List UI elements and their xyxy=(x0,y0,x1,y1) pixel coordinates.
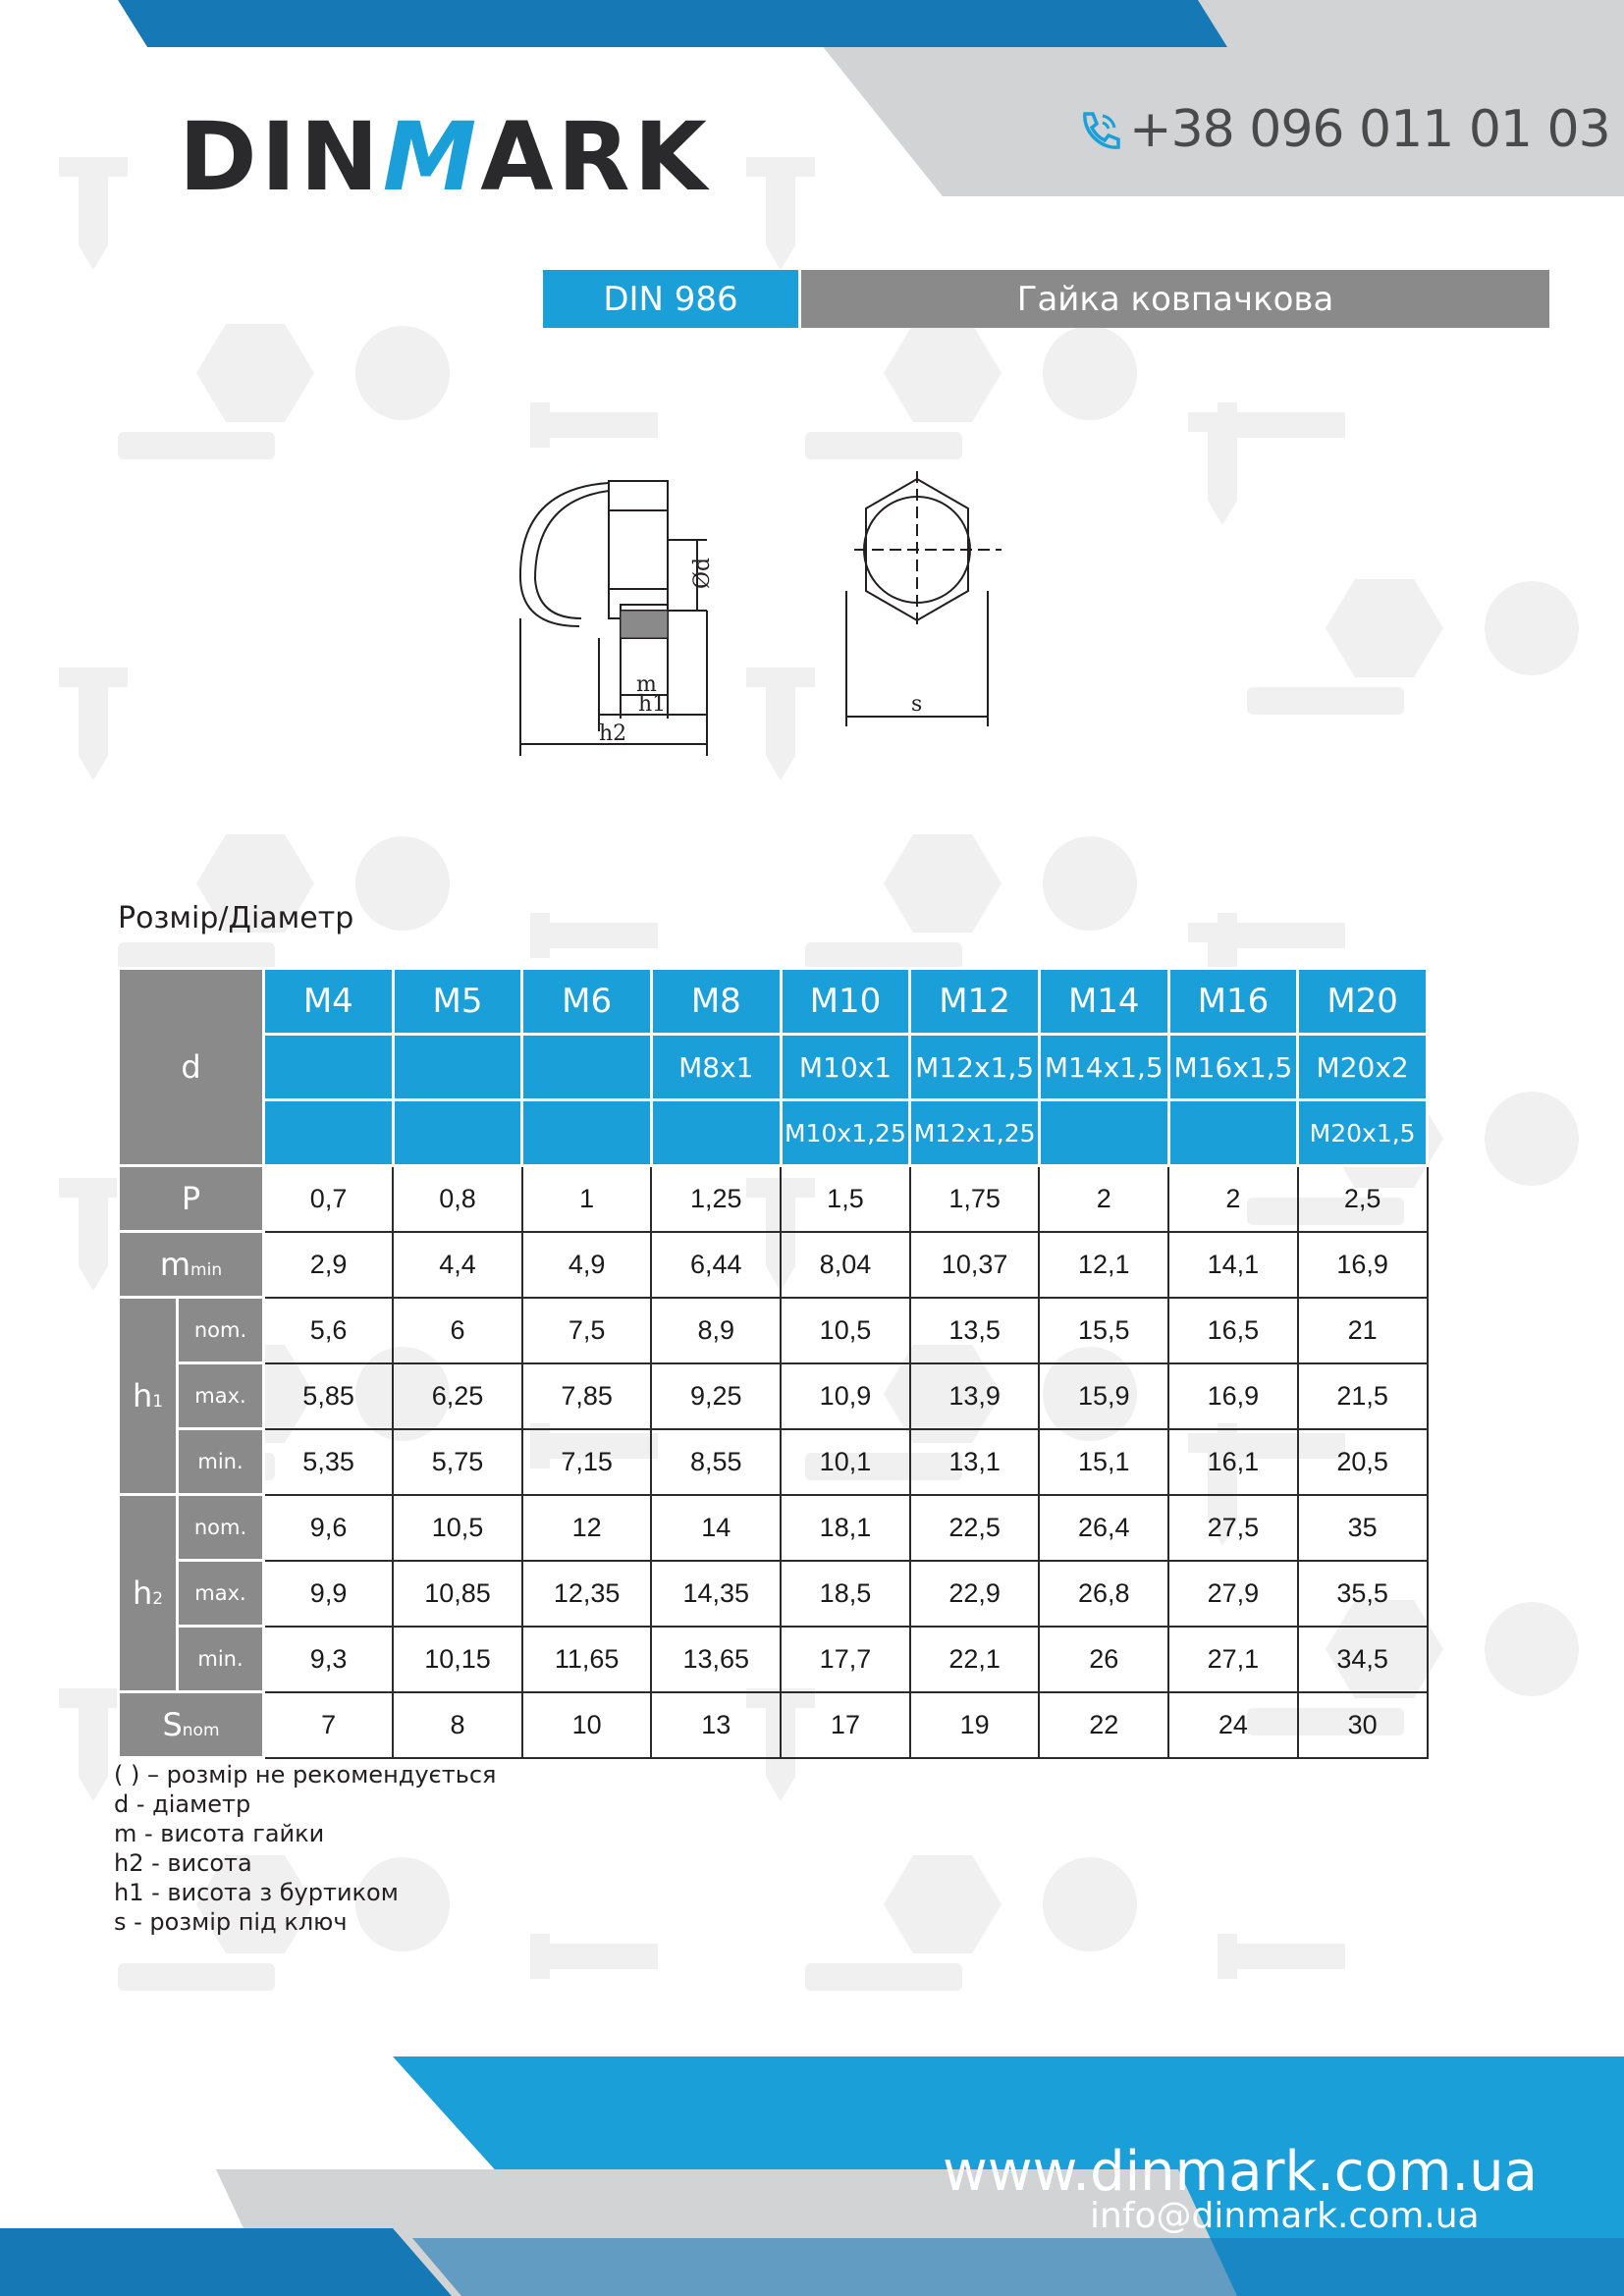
value-cell: 13,65 xyxy=(651,1627,781,1692)
value-cell: 14,35 xyxy=(651,1561,781,1627)
fine-thread-cell xyxy=(1039,1100,1168,1166)
value-cell: 6,44 xyxy=(651,1232,781,1298)
table-row xyxy=(119,1166,1428,1232)
row-label-d: d xyxy=(119,969,264,1166)
value-cell: 24 xyxy=(1168,1692,1298,1758)
value-cell: 7 xyxy=(264,1692,394,1758)
value-cell: 6 xyxy=(393,1298,522,1363)
value-cell: 12 xyxy=(522,1495,652,1561)
value-cell: 19 xyxy=(910,1692,1040,1758)
value-cell: 21,5 xyxy=(1298,1363,1428,1429)
value-cell: 10,1 xyxy=(781,1429,910,1495)
value-cell: 21 xyxy=(1298,1298,1428,1363)
value-cell: 22 xyxy=(1039,1692,1168,1758)
value-cell: 12,1 xyxy=(1039,1232,1168,1298)
row-label-h1: h1 xyxy=(119,1298,178,1495)
value-cell: 1,5 xyxy=(781,1166,910,1232)
value-cell: 9,9 xyxy=(264,1561,394,1627)
value-cell: 13,1 xyxy=(910,1429,1040,1495)
label-d: Ød xyxy=(690,557,715,589)
row-label-h2: h2 xyxy=(119,1495,178,1692)
label-m: m xyxy=(636,672,657,697)
fine-thread-cell xyxy=(393,1100,522,1166)
h2-max-label: max. xyxy=(178,1561,264,1627)
standard-tag xyxy=(543,270,798,328)
row-label-p: P xyxy=(119,1166,264,1232)
value-cell: 27,9 xyxy=(1168,1561,1298,1627)
fine-thread-cell: M20x2 xyxy=(1298,1035,1428,1100)
table-row xyxy=(119,1692,1428,1758)
value-cell: 7,15 xyxy=(522,1429,652,1495)
value-cell: 26,8 xyxy=(1039,1561,1168,1627)
value-cell: 14 xyxy=(651,1495,781,1561)
value-cell: 12,35 xyxy=(522,1561,652,1627)
size-cell: M10 xyxy=(781,969,910,1035)
value-cell: 10,15 xyxy=(393,1627,522,1692)
value-cell: 10,5 xyxy=(781,1298,910,1363)
value-cell: 10,5 xyxy=(393,1495,522,1561)
website-link[interactable]: www.dinmark.com.ua xyxy=(943,2140,1538,2204)
value-cell: 4,4 xyxy=(393,1232,522,1298)
value-cell: 5,85 xyxy=(264,1363,394,1429)
value-cell: 15,9 xyxy=(1039,1363,1168,1429)
fine-thread-cell xyxy=(264,1100,394,1166)
value-cell: 10,37 xyxy=(910,1232,1040,1298)
h1-max-label: max. xyxy=(178,1363,264,1429)
table-row xyxy=(119,1232,1428,1298)
value-cell: 13,9 xyxy=(910,1363,1040,1429)
fine-thread-cell: M14x1,5 xyxy=(1039,1035,1168,1100)
fine-thread-cell: M12x1,25 xyxy=(910,1100,1040,1166)
value-cell: 8 xyxy=(393,1692,522,1758)
nut-technical-drawing xyxy=(511,461,1060,775)
email-link[interactable]: info@dinmark.com.ua xyxy=(1090,2196,1480,2236)
value-cell: 8,9 xyxy=(651,1298,781,1363)
value-cell: 16,9 xyxy=(1298,1232,1428,1298)
value-cell: 35,5 xyxy=(1298,1561,1428,1627)
value-cell: 4,9 xyxy=(522,1232,652,1298)
fine-thread-cell: M10x1 xyxy=(781,1035,910,1100)
fine-thread-cell xyxy=(651,1100,781,1166)
value-cell: 22,1 xyxy=(910,1627,1040,1692)
value-cell: 17,7 xyxy=(781,1627,910,1692)
value-cell: 17 xyxy=(781,1692,910,1758)
legend-item: ( ) – розмір не рекомендується xyxy=(114,1761,497,1789)
value-cell: 7,5 xyxy=(522,1298,652,1363)
row-label-m: mmin xyxy=(119,1232,264,1298)
value-cell: 35 xyxy=(1298,1495,1428,1561)
value-cell: 16,1 xyxy=(1168,1429,1298,1495)
legend-item: s - розмір під ключ xyxy=(114,1908,348,1936)
phone-icon xyxy=(1075,108,1122,155)
h1-nom-label: nom. xyxy=(178,1298,264,1363)
fine-thread-cell xyxy=(264,1035,394,1100)
value-cell: 14,1 xyxy=(1168,1232,1298,1298)
value-cell: 22,9 xyxy=(910,1561,1040,1627)
table-row xyxy=(119,1561,1428,1627)
value-cell: 26 xyxy=(1039,1627,1168,1692)
value-cell: 34,5 xyxy=(1298,1627,1428,1692)
row-label-s: Snom xyxy=(119,1692,264,1758)
value-cell: 18,5 xyxy=(781,1561,910,1627)
spec-table xyxy=(117,967,1429,1759)
value-cell: 7,85 xyxy=(522,1363,652,1429)
value-cell: 9,25 xyxy=(651,1363,781,1429)
value-cell: 5,75 xyxy=(393,1429,522,1495)
product-name: Гайка ковпачкова xyxy=(1016,279,1334,319)
value-cell: 8,55 xyxy=(651,1429,781,1495)
value-cell: 9,3 xyxy=(264,1627,394,1692)
table-row xyxy=(119,1363,1428,1429)
legend-item: h2 - висота xyxy=(114,1849,252,1877)
value-cell: 16,9 xyxy=(1168,1363,1298,1429)
table-row xyxy=(119,1298,1428,1363)
value-cell: 9,6 xyxy=(264,1495,394,1561)
size-cell: M8 xyxy=(651,969,781,1035)
fine-thread-cell: M8x1 xyxy=(651,1035,781,1100)
h1-min-label: min. xyxy=(178,1429,264,1495)
size-cell: M4 xyxy=(264,969,394,1035)
size-cell: M6 xyxy=(522,969,652,1035)
product-tag xyxy=(801,270,1549,328)
size-cell: M16 xyxy=(1168,969,1298,1035)
value-cell: 6,25 xyxy=(393,1363,522,1429)
value-cell: 20,5 xyxy=(1298,1429,1428,1495)
value-cell: 10,9 xyxy=(781,1363,910,1429)
size-cell: M20 xyxy=(1298,969,1428,1035)
size-cell: M5 xyxy=(393,969,522,1035)
value-cell: 0,7 xyxy=(264,1166,394,1232)
value-cell: 1,75 xyxy=(910,1166,1040,1232)
legend-item: h1 - висота з буртиком xyxy=(114,1879,399,1906)
standard-label: DIN 986 xyxy=(603,279,738,319)
fine-thread-cell: M20x1,5 xyxy=(1298,1100,1428,1166)
table-row xyxy=(119,1100,1428,1166)
value-cell: 5,35 xyxy=(264,1429,394,1495)
value-cell: 0,8 xyxy=(393,1166,522,1232)
h2-min-label: min. xyxy=(178,1627,264,1692)
fine-thread-cell xyxy=(522,1100,652,1166)
label-h2: h2 xyxy=(599,721,627,746)
value-cell: 13 xyxy=(651,1692,781,1758)
value-cell: 15,1 xyxy=(1039,1429,1168,1495)
table-row xyxy=(119,1035,1428,1100)
table-row xyxy=(119,1495,1428,1561)
value-cell: 27,1 xyxy=(1168,1627,1298,1692)
section-label: Розмір/Діаметр xyxy=(118,901,354,935)
value-cell: 30 xyxy=(1298,1692,1428,1758)
value-cell: 8,04 xyxy=(781,1232,910,1298)
fine-thread-cell xyxy=(393,1035,522,1100)
brand-logo: DINMARK xyxy=(179,102,711,212)
value-cell: 26,4 xyxy=(1039,1495,1168,1561)
table-row xyxy=(119,1429,1428,1495)
fine-thread-cell: M10x1,25 xyxy=(781,1100,910,1166)
value-cell: 2 xyxy=(1168,1166,1298,1232)
fine-thread-cell xyxy=(522,1035,652,1100)
value-cell: 18,1 xyxy=(781,1495,910,1561)
value-cell: 5,6 xyxy=(264,1298,394,1363)
label-s: s xyxy=(911,692,923,717)
value-cell: 10 xyxy=(522,1692,652,1758)
value-cell: 16,5 xyxy=(1168,1298,1298,1363)
phone-number[interactable]: +38 096 011 01 03 xyxy=(1129,100,1610,159)
value-cell: 2,5 xyxy=(1298,1166,1428,1232)
value-cell: 27,5 xyxy=(1168,1495,1298,1561)
value-cell: 1,25 xyxy=(651,1166,781,1232)
fine-thread-cell: M12x1,5 xyxy=(910,1035,1040,1100)
table-row xyxy=(119,1627,1428,1692)
value-cell: 22,5 xyxy=(910,1495,1040,1561)
value-cell: 15,5 xyxy=(1039,1298,1168,1363)
label-h1: h1 xyxy=(638,692,667,717)
value-cell: 13,5 xyxy=(910,1298,1040,1363)
value-cell: 2,9 xyxy=(264,1232,394,1298)
value-cell: 2 xyxy=(1039,1166,1168,1232)
h2-nom-label: nom. xyxy=(178,1495,264,1561)
size-cell: M14 xyxy=(1039,969,1168,1035)
size-cell: M12 xyxy=(910,969,1040,1035)
table-row xyxy=(119,969,1428,1035)
fine-thread-cell: M16x1,5 xyxy=(1168,1035,1298,1100)
value-cell: 10,85 xyxy=(393,1561,522,1627)
fine-thread-cell xyxy=(1168,1100,1298,1166)
value-cell: 11,65 xyxy=(522,1627,652,1692)
legend-item: d - діаметр xyxy=(114,1790,251,1818)
value-cell: 1 xyxy=(522,1166,652,1232)
legend-item: m - висота гайки xyxy=(114,1820,325,1847)
legend xyxy=(114,1760,496,1937)
